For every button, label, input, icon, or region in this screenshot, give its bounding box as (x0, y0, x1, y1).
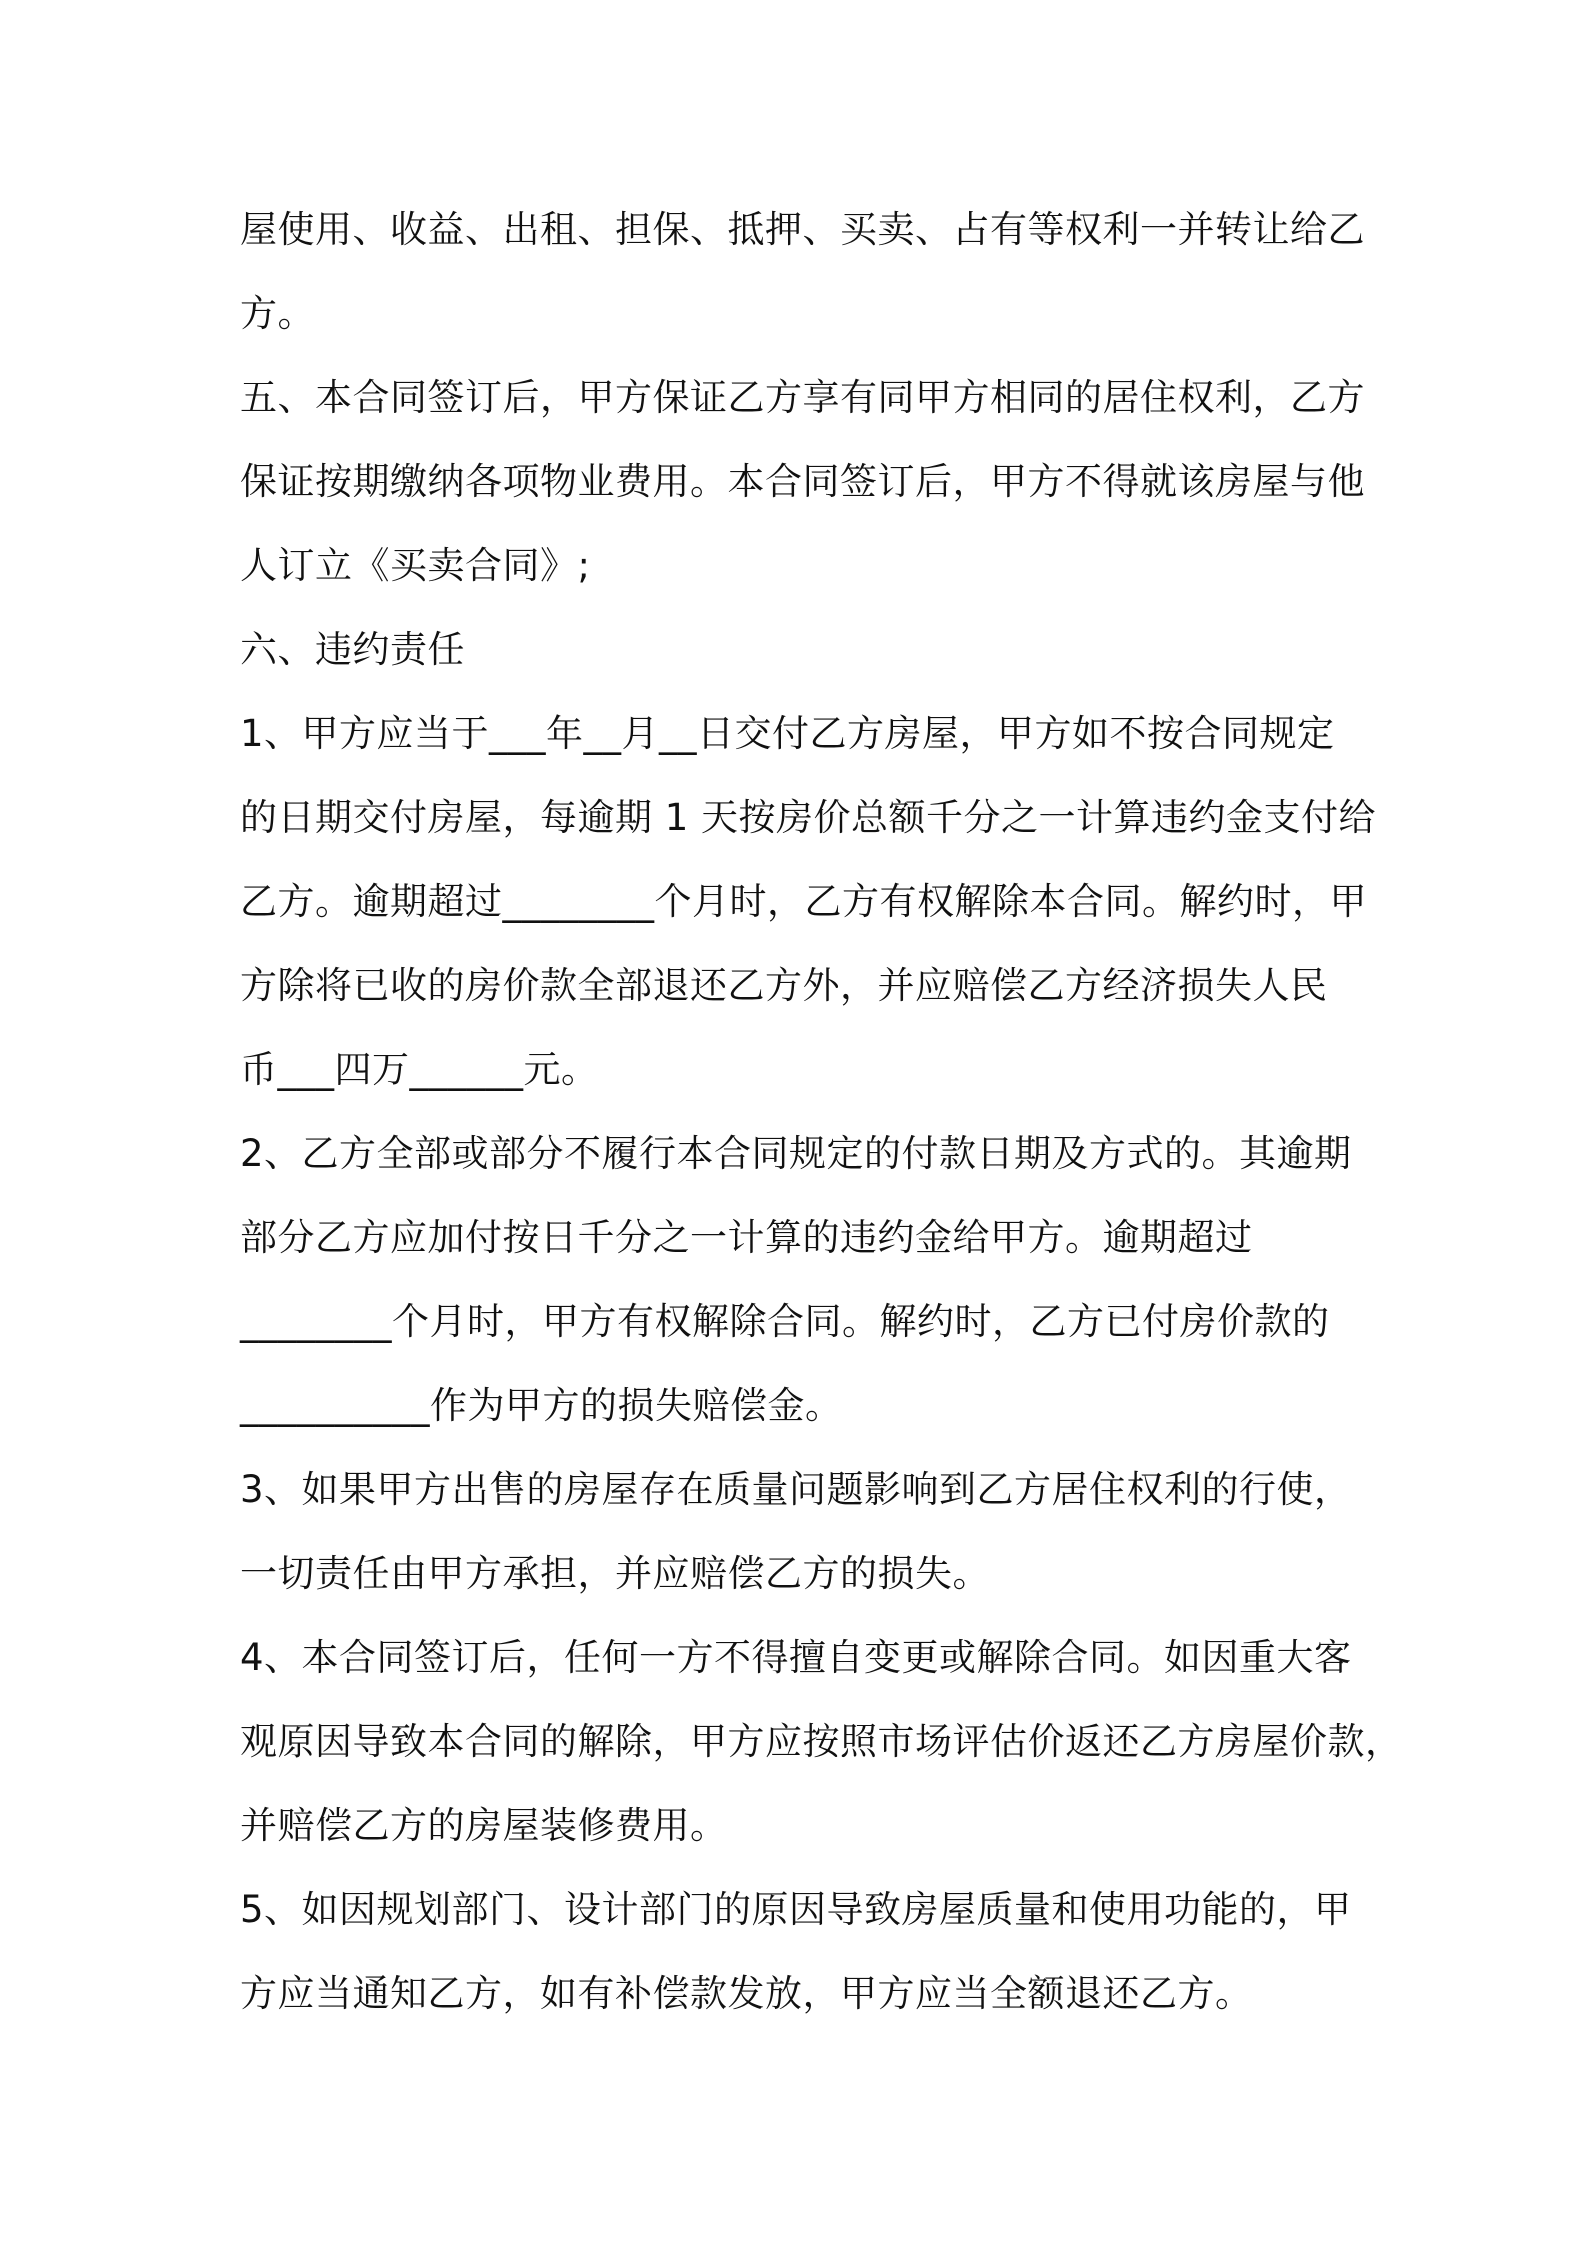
text-line: __________作为甲方的损失赔偿金。 (240, 1384, 843, 1427)
text-line: 的日期交付房屋，每逾期 1 天按房价总额千分之一计算违约金支付给 (240, 796, 1377, 839)
text-line: 方应当通知乙方，如有补偿款发放，甲方应当全额退还乙方。 (240, 1972, 1253, 2015)
text-line: ________个月时，甲方有权解除合同。解约时，乙方已付房价款的 (240, 1300, 1330, 1343)
text-line: 乙方。逾期超过________个月时，乙方有权解除本合同。解约时，甲 (240, 880, 1367, 923)
item-5-line: 5、如因规划部门、设计部门的原因导致房屋质量和使用功能的，甲 (240, 1888, 1352, 1931)
item-2-line: 2、乙方全部或部分不履行本合同规定的付款日期及方式的。其逾期 (240, 1132, 1352, 1175)
text-line: 保证按期缴纳各项物业费用。本合同签订后，甲方不得就该房屋与他 (240, 460, 1365, 503)
item-3-line: 3、如果甲方出售的房屋存在质量问题影响到乙方居住权利的行使， (240, 1468, 1352, 1511)
item-4-line: 4、本合同签订后，任何一方不得擅自变更或解除合同。如因重大客 (240, 1636, 1352, 1679)
contract-text-body (240, 188, 1403, 2036)
item-1-line: 1、甲方应当于___年__月__日交付乙方房屋，甲方如不按合同规定 (240, 712, 1335, 755)
text-line: 人订立《买卖合同》; (240, 544, 591, 587)
text-line: 观原因导致本合同的解除，甲方应按照市场评估价返还乙方房屋价款， (240, 1720, 1403, 1763)
section-heading-breach-liability: 六、违约责任 (240, 628, 465, 671)
text-line: 并赔偿乙方的房屋装修费用。 (240, 1804, 728, 1847)
text-line: 方。 (240, 292, 315, 335)
text-line: 一切责任由甲方承担，并应赔偿乙方的损失。 (240, 1552, 990, 1595)
text-line: 部分乙方应加付按日千分之一计算的违约金给甲方。逾期超过 (240, 1216, 1253, 1259)
text-line: 方除将已收的房价款全部退还乙方外，并应赔偿乙方经济损失人民 (240, 964, 1328, 1007)
clause-five-heading-line: 五、本合同签订后，甲方保证乙方享有同甲方相同的居住权利，乙方 (240, 376, 1365, 419)
text-line: 屋使用、收益、出租、担保、抵押、买卖、占有等权利一并转让给乙 (240, 208, 1365, 251)
text-line: 币___四万______元。 (240, 1048, 599, 1091)
